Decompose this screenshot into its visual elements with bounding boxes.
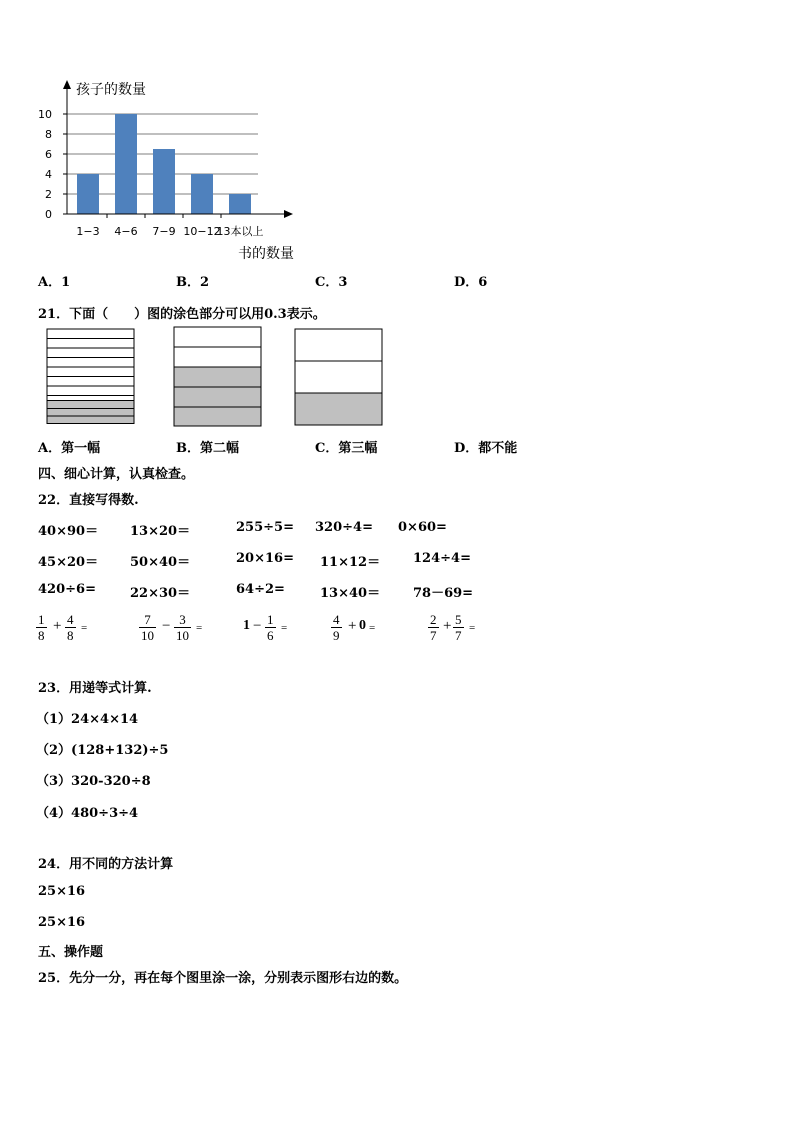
q22-r1-c3: 255÷5= <box>236 520 294 535</box>
y-tick-label-0: 0 <box>45 208 52 221</box>
q22-r3-c1: 420÷6= <box>38 582 96 597</box>
bar-0 <box>77 174 99 214</box>
q21-stem: 21．下面（ ）图的涂色部分可以用0.3表示。 <box>38 307 326 322</box>
chart-y-label: 孩子的数量 <box>76 82 146 98</box>
q24-title: 24．用不同的方法计算 <box>38 857 174 872</box>
q23-item-2: （2）(128+132)÷5 <box>36 743 169 758</box>
q20-option-c[interactable]: C．3 <box>315 275 348 290</box>
y-axis-arrow <box>63 80 71 89</box>
x-category-label-1: 4−6 <box>114 225 138 238</box>
x-category-label-4: 13本以上 <box>216 225 264 238</box>
q22-r3-c5: 78－69= <box>413 586 474 601</box>
q22-r3-c3: 64÷2= <box>236 582 285 597</box>
bar-3 <box>191 174 213 214</box>
q21-option-d[interactable]: D．都不能 <box>454 441 518 456</box>
y-tick-label-5: 10 <box>38 108 52 121</box>
q22-r1-c2: 13×20＝ <box>130 524 191 539</box>
y-tick-label-1: 2 <box>45 188 52 201</box>
q25-title: 25．先分一分，再在每个图里涂一涂，分别表示图形右边的数。 <box>38 971 408 986</box>
q22-r1-c5: 0×60= <box>398 520 447 535</box>
q22-r2-c1: 45×20＝ <box>38 555 99 570</box>
q22-r1-c4: 320÷4= <box>315 520 373 535</box>
chart-bars <box>77 114 251 214</box>
bar-1 <box>115 114 137 214</box>
q21-option-a[interactable]: A．第一幅 <box>38 441 101 456</box>
q22-r2-c3: 20×16= <box>236 551 294 566</box>
q22-r2-c4: 11×12＝ <box>320 555 381 570</box>
x-axis-arrow <box>284 210 293 218</box>
figure-one-shaded-area <box>47 400 134 424</box>
bar-2 <box>153 149 175 214</box>
book-count-bar-chart <box>0 0 320 270</box>
y-tick-label-4: 8 <box>45 128 52 141</box>
section-five-heading: 五、操作题 <box>38 945 104 960</box>
q21-option-c[interactable]: C．第三幅 <box>315 441 378 456</box>
x-category-label-0: 1−3 <box>76 225 100 238</box>
figure-three <box>295 329 382 425</box>
q20-option-d[interactable]: D．6 <box>454 275 488 290</box>
q22-r3-c2: 22×30＝ <box>130 586 191 601</box>
q23-title: 23．用递等式计算. <box>38 681 152 696</box>
bar-4 <box>229 194 251 214</box>
q23-item-4: （4）480÷3÷4 <box>36 806 139 821</box>
q21-figures <box>0 320 400 430</box>
y-tick-label-2: 4 <box>45 168 52 181</box>
q22-r1-c1: 40×90＝ <box>38 524 99 539</box>
q21-option-b[interactable]: B．第二幅 <box>176 441 239 456</box>
q20-option-a[interactable]: A．1 <box>38 275 71 290</box>
chart-y-ticks <box>38 108 67 221</box>
figure-two-shaded-area <box>174 367 261 426</box>
q23-item-1: （1）24×4×14 <box>36 712 139 727</box>
figure-three-shaded-area <box>295 393 382 425</box>
section-four-heading: 四、细心计算，认真检查。 <box>38 467 195 482</box>
q22-r2-c5: 124÷4= <box>413 551 471 566</box>
q24-item-2: 25×16 <box>38 915 86 930</box>
figure-one <box>47 329 134 424</box>
chart-x-label: 书的数量 <box>238 246 294 262</box>
q22-r2-c2: 50×40＝ <box>130 555 191 570</box>
q24-item-1: 25×16 <box>38 884 86 899</box>
q22-r3-c4: 13×40＝ <box>320 586 381 601</box>
q20-option-b[interactable]: B．2 <box>176 275 210 290</box>
figure-two <box>174 327 261 426</box>
q22-title: 22．直接写得数. <box>38 493 139 508</box>
chart-x-categories <box>76 214 263 238</box>
q23-item-3: （3）320-320÷8 <box>36 774 151 789</box>
x-category-label-2: 7−9 <box>152 225 176 238</box>
y-tick-label-3: 6 <box>45 148 52 161</box>
x-category-label-3: 10−12 <box>183 225 221 238</box>
